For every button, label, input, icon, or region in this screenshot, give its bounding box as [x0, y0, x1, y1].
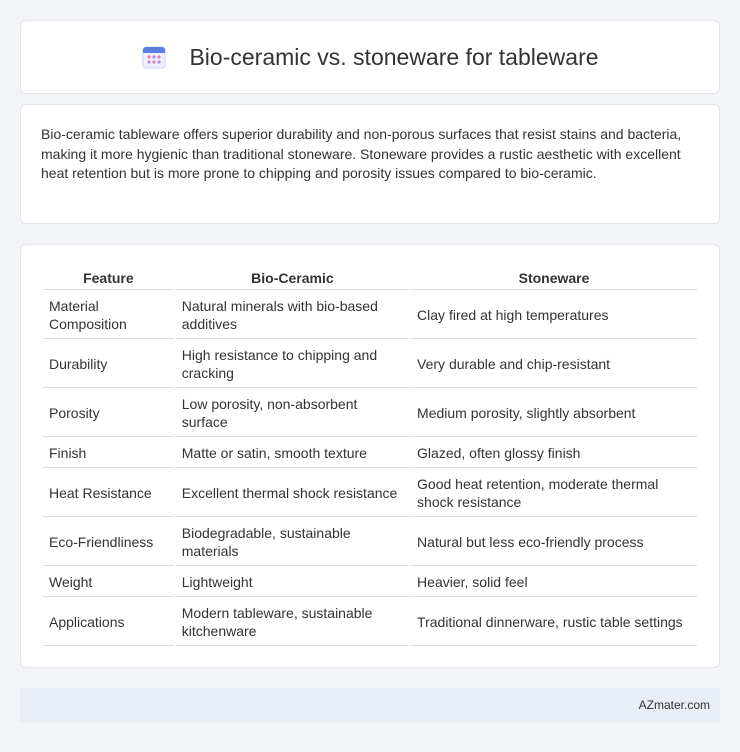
feature-cell: Eco-Friendliness: [43, 519, 174, 566]
stoneware-cell: Clay fired at high temperatures: [411, 292, 697, 339]
table-row: [43, 390, 697, 437]
comparison-table-card: [20, 244, 720, 668]
table-row: [43, 439, 697, 468]
stoneware-cell: Very durable and chip-resistant: [411, 341, 697, 388]
feature-cell: Material Composition: [43, 292, 174, 339]
footer: [20, 688, 720, 722]
stoneware-cell: Natural but less eco-friendly process: [411, 519, 697, 566]
comparison-table: [41, 265, 699, 648]
calendar-icon: [141, 44, 167, 70]
page-title: Bio-ceramic vs. stoneware for tableware: [189, 43, 599, 70]
footer-brand: AZmater.com: [638, 698, 710, 712]
feature-cell: Applications: [43, 599, 174, 646]
table-row: [43, 568, 697, 597]
stoneware-cell: Medium porosity, slightly absorbent: [411, 390, 697, 437]
feature-cell: Weight: [43, 568, 174, 597]
table-row: [43, 341, 697, 388]
stoneware-cell: Good heat retention, moderate thermal shock resistance: [411, 470, 697, 517]
bio-ceramic-cell: Excellent thermal shock resistance: [176, 470, 409, 517]
bio-ceramic-cell: Modern tableware, sustainable kitchenware: [176, 599, 409, 646]
bio-ceramic-cell: Matte or satin, smooth texture: [176, 439, 409, 468]
summary-text: Bio-ceramic tableware offers superior durability and non-porous surfaces that resist stains and bacteria, making it more hygienic than traditional stoneware. Stoneware provides a rustic aesthetic with excellent heat retention but is more prone to chipping and porosity issues compared to bio-ceramic.: [41, 126, 682, 181]
feature-cell: Heat Resistance: [43, 470, 174, 517]
column-header-stoneware: Stoneware: [411, 267, 697, 290]
table-row: [43, 599, 697, 646]
bio-ceramic-cell: Lightweight: [176, 568, 409, 597]
bio-ceramic-cell: Biodegradable, sustainable materials: [176, 519, 409, 566]
column-header-feature: Feature: [43, 267, 174, 290]
stoneware-cell: Glazed, often glossy finish: [411, 439, 697, 468]
table-row: [43, 470, 697, 517]
stoneware-cell: Traditional dinnerware, rustic table settings: [411, 599, 697, 646]
feature-cell: Porosity: [43, 390, 174, 437]
column-header-bio-ceramic: Bio-Ceramic: [176, 267, 409, 290]
feature-cell: Finish: [43, 439, 174, 468]
title-card: [20, 20, 720, 94]
stoneware-cell: Heavier, solid feel: [411, 568, 697, 597]
table-row: [43, 519, 697, 566]
bio-ceramic-cell: High resistance to chipping and cracking: [176, 341, 409, 388]
bio-ceramic-cell: Low porosity, non-absorbent surface: [176, 390, 409, 437]
feature-cell: Durability: [43, 341, 174, 388]
table-header-row: [43, 267, 697, 290]
bio-ceramic-cell: Natural minerals with bio-based additives: [176, 292, 409, 339]
table-row: [43, 292, 697, 339]
summary-card: [20, 104, 720, 224]
